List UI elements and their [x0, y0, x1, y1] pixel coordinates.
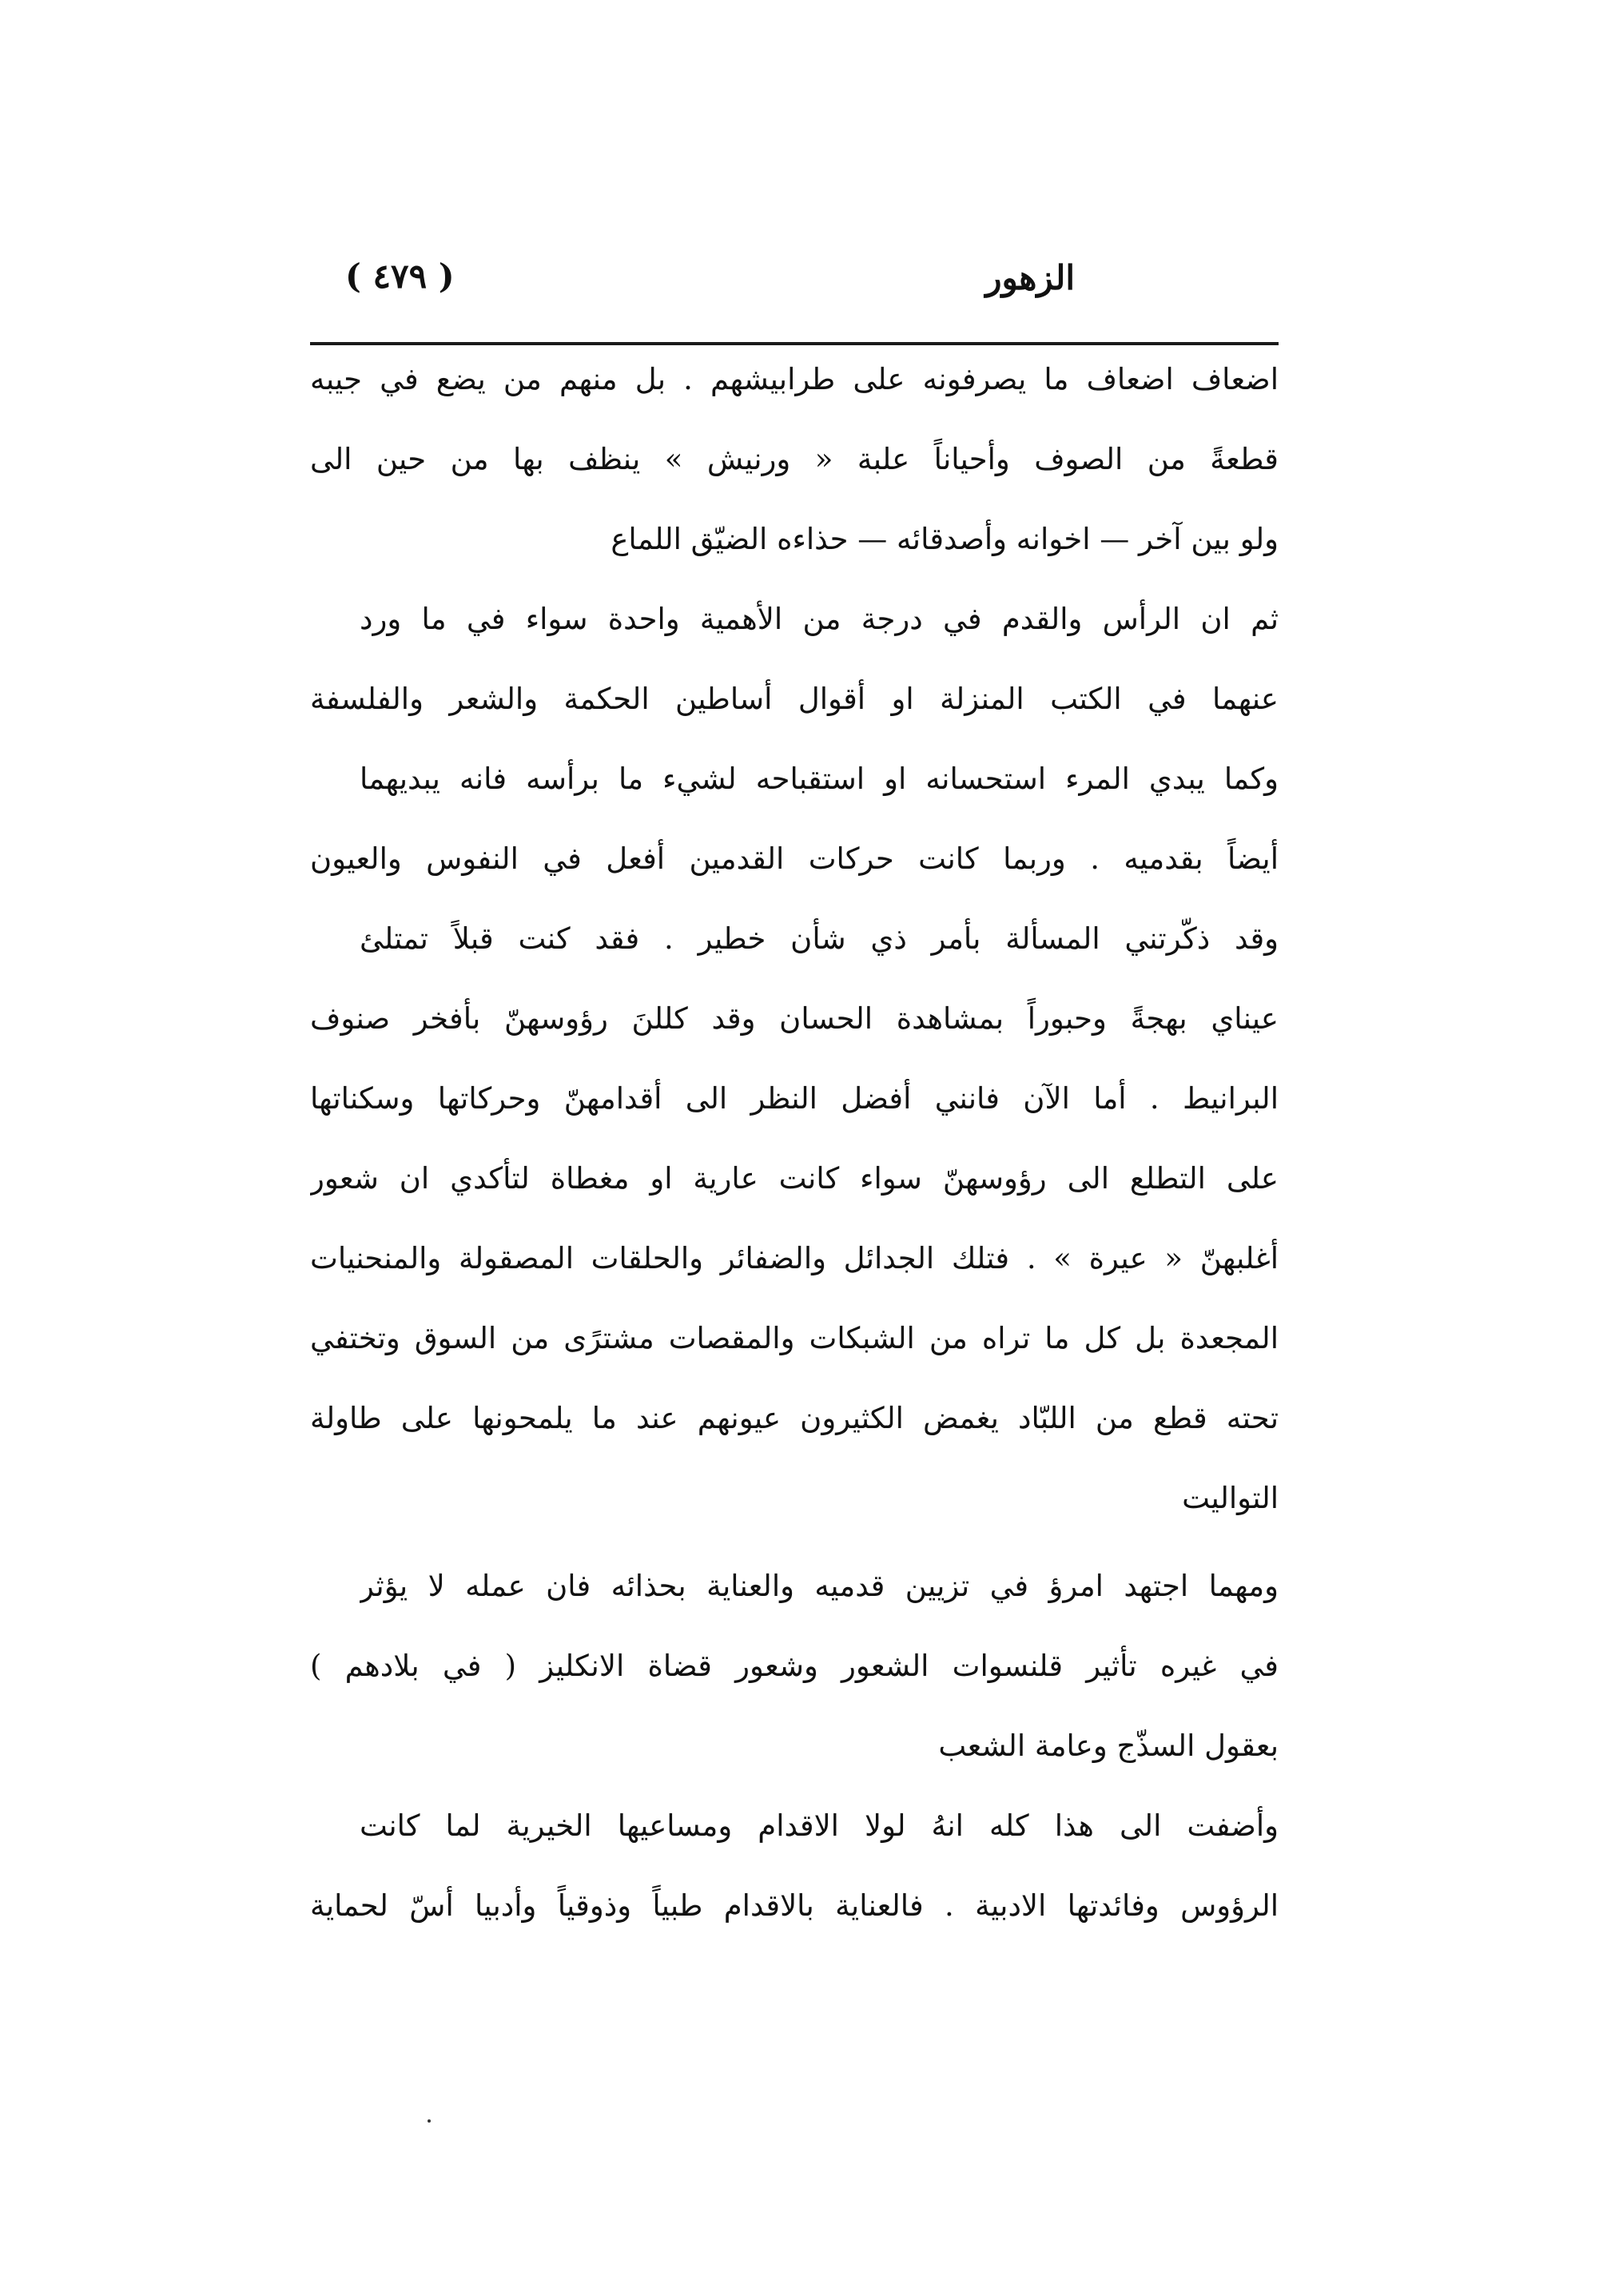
text-line: التواليت [1182, 1481, 1279, 1515]
page-header [310, 254, 1279, 330]
text-line: أيضاً بقدميه . وربما كانت حركات القدمين أفعل في النفوس والعيون [310, 842, 1279, 876]
text-line: على التطلع الى رؤوسهنّ سواء كانت عارية او مغطاة لتأكدي ان شعور [310, 1161, 1279, 1196]
text-line: قطعةً من الصوف وأحياناً علبة « ورنيش » ينظف بها من حين الى [310, 442, 1279, 476]
text-line: ولو بين آخر — اخوانه وأصدقائه — حذاءه الضيّق اللماع [611, 522, 1279, 556]
text-line: أغلبهنّ « عيرة » . فتلك الجدائل والضفائر والحلقات المصقولة والمنحنيات [310, 1241, 1279, 1275]
text-line: عنهما في الكتب المنزلة او أقوال أساطين الحكمة والشعر والفلسفة [310, 682, 1279, 716]
running-title: الزهور [985, 258, 1075, 297]
text-line: تحته قطع من اللبّاد يغمض الكثيرون عيونهم عند ما يلمحونها على طاولة [310, 1401, 1279, 1435]
text-line: اضعاف اضعاف ما يصرفونه على طرابيشهم . بل منهم من يضع في جيبه [310, 362, 1279, 396]
text-line: في غيره تأثير قلنسوات الشعور وشعور قضاة الانكليز ( في بلادهم ) [310, 1649, 1279, 1683]
text-line: وأضفت الى هذا كله انهُ لولا الاقدام ومساعيها الخيرية لما كانت [360, 1809, 1279, 1843]
text-line: بعقول السذّج وعامة الشعب [938, 1729, 1279, 1763]
body-text [310, 352, 1279, 2038]
text-line: البرانيط . أما الآن فانني أفضل النظر الى أقدامهنّ وحركاتها وسكناتها [310, 1081, 1279, 1116]
scan-speck [428, 2119, 431, 2123]
text-line: وقد ذكّرتني المسألة بأمر ذي شأن خطير . فقد كنت قبلاً تمتلئ [360, 921, 1279, 956]
page-number: ( ٤٧٩ ) [345, 257, 455, 296]
text-line: الرؤوس وفائدتها الادبية . فالعناية بالاقدام طبياً وذوقياً وأدبيا أسّ لحماية [310, 1888, 1279, 1923]
text-line: المجعدة بل كل ما تراه من الشبكات والمقصات مشترًى من السوق وتختفي [310, 1321, 1279, 1355]
text-line: وكما يبدي المرء استحسانه او استقباحه لشيء ما برأسه فانه يبديهما [360, 762, 1279, 796]
text-line: ومهما اجتهد امرؤ في تزيين قدميه والعناية بحذائه فان عمله لا يؤثر [360, 1569, 1279, 1603]
header-rule [310, 342, 1279, 345]
text-line: عيناي بهجةً وحبوراً بمشاهدة الحسان وقد كللنَ رؤوسهنّ بأفخر صنوف [310, 1001, 1279, 1036]
text-line: ثم ان الرأس والقدم في درجة من الأهمية واحدة سواء في ما ورد [360, 602, 1279, 636]
